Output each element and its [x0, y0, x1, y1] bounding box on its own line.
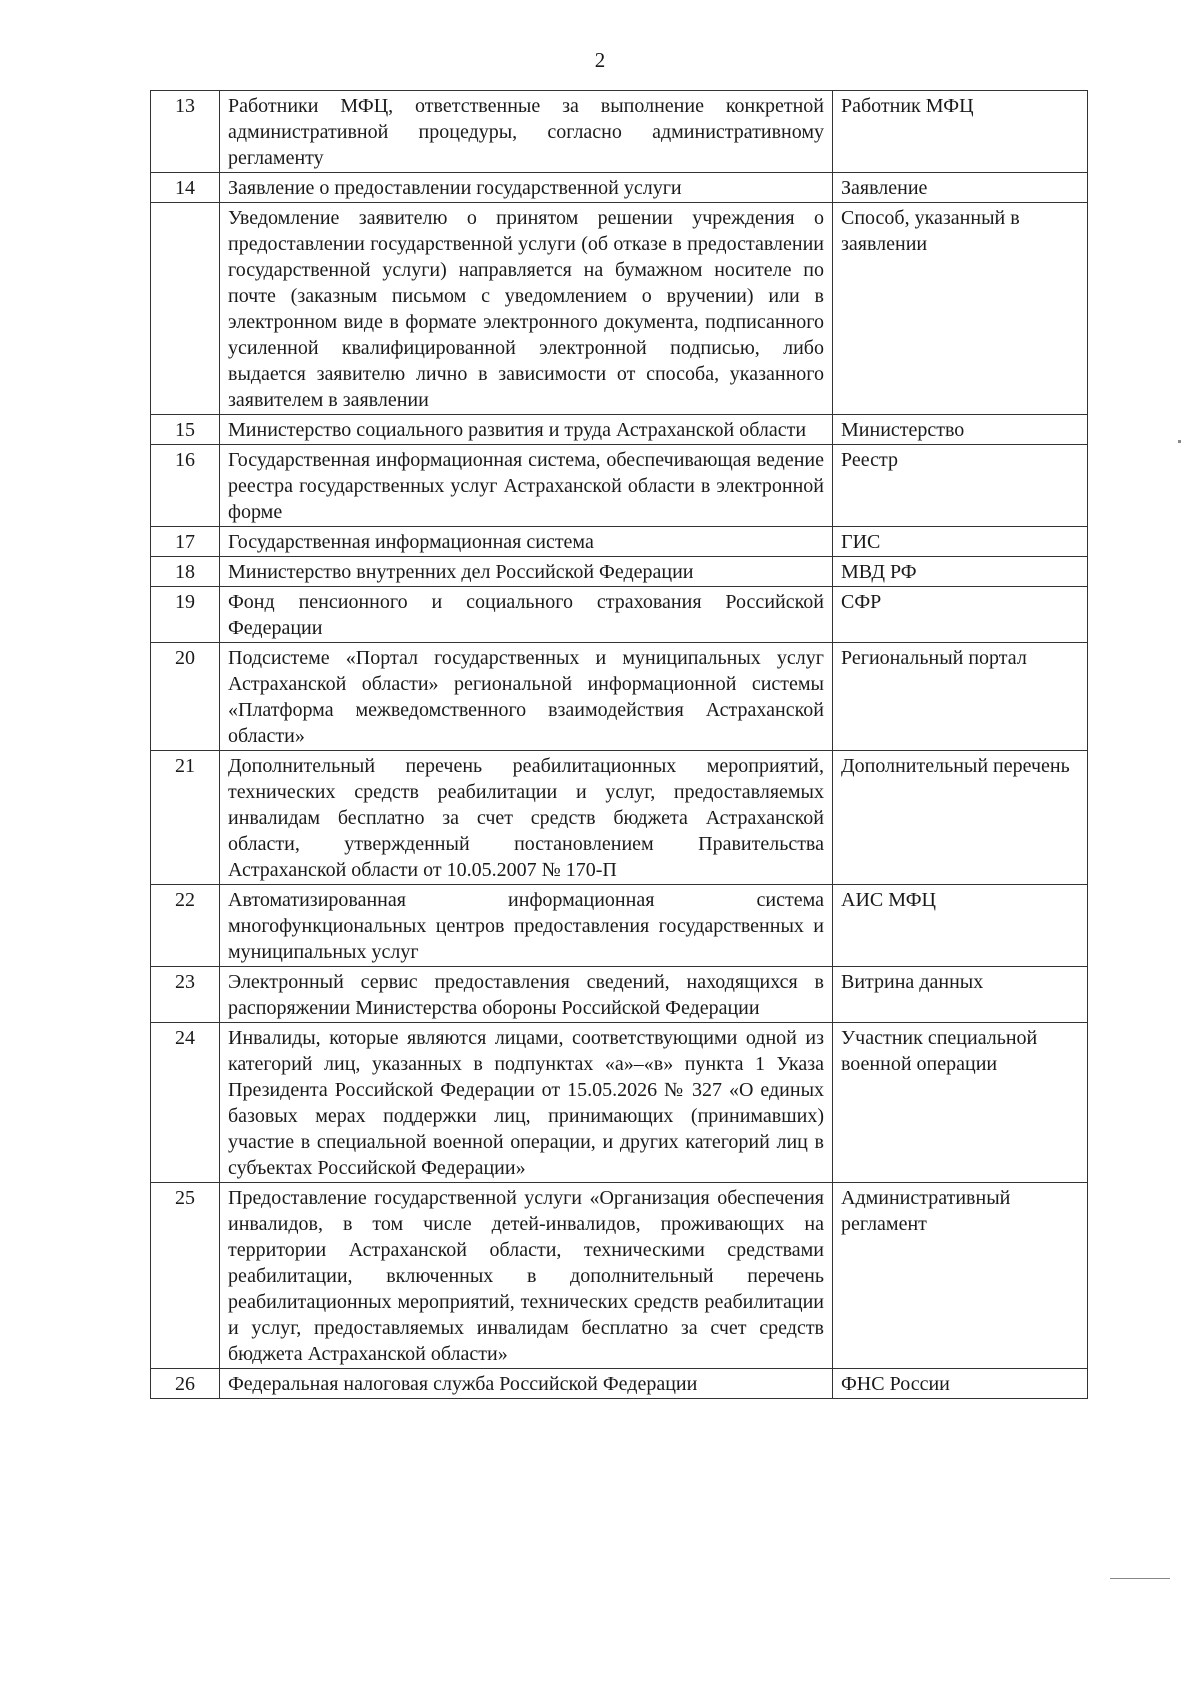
row-abbreviation: МВД РФ — [833, 557, 1088, 587]
table-row — [151, 91, 1088, 173]
row-abbreviation: Министерство — [833, 415, 1088, 445]
row-number: 23 — [151, 967, 220, 1023]
row-abbreviation: Заявление — [833, 173, 1088, 203]
table-row — [151, 557, 1088, 587]
table-row — [151, 643, 1088, 751]
row-number: 13 — [151, 91, 220, 173]
row-abbreviation: Работник МФЦ — [833, 91, 1088, 173]
table-row — [151, 203, 1088, 415]
row-number: 17 — [151, 527, 220, 557]
row-number: 26 — [151, 1369, 220, 1399]
row-abbreviation: АИС МФЦ — [833, 885, 1088, 967]
row-number: 22 — [151, 885, 220, 967]
row-description: Министерство социального развития и труда Астраханской области — [220, 415, 833, 445]
row-number — [151, 203, 220, 415]
row-number: 18 — [151, 557, 220, 587]
row-abbreviation: ФНС России — [833, 1369, 1088, 1399]
abbreviations-table — [150, 90, 1088, 1399]
scan-mark — [1178, 440, 1181, 443]
table-row — [151, 527, 1088, 557]
row-description: Подсистеме «Портал государственных и муниципальных услуг Астраханской области» региональной информационной системы «Платформа межведомственного взаимодействия Астраханской области» — [220, 643, 833, 751]
row-description: Федеральная налоговая служба Российской Федерации — [220, 1369, 833, 1399]
table-row — [151, 967, 1088, 1023]
row-number: 25 — [151, 1183, 220, 1369]
table-row — [151, 885, 1088, 967]
row-abbreviation: ГИС — [833, 527, 1088, 557]
row-abbreviation: Способ, указанный в заявлении — [833, 203, 1088, 415]
row-number: 24 — [151, 1023, 220, 1183]
row-number: 21 — [151, 751, 220, 885]
row-description: Государственная информационная система, обеспечивающая ведение реестра государственных услуг Астраханской области в электронной форме — [220, 445, 833, 527]
table-row — [151, 587, 1088, 643]
row-description: Заявление о предоставлении государственной услуги — [220, 173, 833, 203]
table-row — [151, 445, 1088, 527]
row-abbreviation: СФР — [833, 587, 1088, 643]
row-description: Работники МФЦ, ответственные за выполнение конкретной административной процедуры, согласно административному регламенту — [220, 91, 833, 173]
row-number: 15 — [151, 415, 220, 445]
row-description: Уведомление заявителю о принятом решении учреждения о предоставлении государственной услуги (об отказе в предоставлении государственной услуги) направляется на бумажном носителе по почте (заказным письмом с уведомлением о вручении) или в электронном виде в формате электронного документа, подписанного усиленной квалифицированной электронной подписью, либо выдается заявителю лично в зависимости от способа, указанного заявителем в заявлении — [220, 203, 833, 415]
row-number: 16 — [151, 445, 220, 527]
row-description: Электронный сервис предоставления сведений, находящихся в распоряжении Министерства обороны Российской Федерации — [220, 967, 833, 1023]
table-body — [151, 91, 1088, 1399]
row-description: Инвалиды, которые являются лицами, соответствующими одной из категорий лиц, указанных в подпунктах «а»–«в» пункта 1 Указа Президента Российской Федерации от 15.05.2026 № 327 «О единых базовых мерах поддержки лиц, принимающих (принимавших) участие в специальной военной операции, и других категорий лиц в субъектах Российской Федерации» — [220, 1023, 833, 1183]
row-description: Автоматизированная информационная система многофункциональных центров предоставления государственных и муниципальных услуг — [220, 885, 833, 967]
row-description: Фонд пенсионного и социального страхования Российской Федерации — [220, 587, 833, 643]
row-description: Министерство внутренних дел Российской Федерации — [220, 557, 833, 587]
row-number: 14 — [151, 173, 220, 203]
row-abbreviation: Участник специальной военной операции — [833, 1023, 1088, 1183]
row-description: Предоставление государственной услуги «Организация обеспечения инвалидов, в том числе детей-инвалидов, проживающих на территории Астраханской области, техническими средствами реабилитации, включенных в дополнительный перечень реабилитационных мероприятий, технических средств реабилитации и услуг, предоставляемых инвалидам бесплатно за счет средств бюджета Астраханской области» — [220, 1183, 833, 1369]
row-abbreviation: Реестр — [833, 445, 1088, 527]
row-abbreviation: Административный регламент — [833, 1183, 1088, 1369]
row-number: 19 — [151, 587, 220, 643]
row-description: Государственная информационная система — [220, 527, 833, 557]
row-description: Дополнительный перечень реабилитационных мероприятий, технических средств реабилитации и услуг, предоставляемых инвалидам бесплатно за счет средств бюджета Астраханской области, утвержденный постановлением Правительства Астраханской области от 10.05.2007 № 170-П — [220, 751, 833, 885]
table-row — [151, 1183, 1088, 1369]
page-number: 2 — [594, 48, 606, 72]
row-abbreviation: Витрина данных — [833, 967, 1088, 1023]
row-abbreviation: Региональный портал — [833, 643, 1088, 751]
table-row — [151, 751, 1088, 885]
scan-mark — [1110, 1578, 1170, 1579]
table-row — [151, 415, 1088, 445]
row-abbreviation: Дополнительный перечень — [833, 751, 1088, 885]
table-row — [151, 1369, 1088, 1399]
row-number: 20 — [151, 643, 220, 751]
table-row — [151, 173, 1088, 203]
table-row — [151, 1023, 1088, 1183]
